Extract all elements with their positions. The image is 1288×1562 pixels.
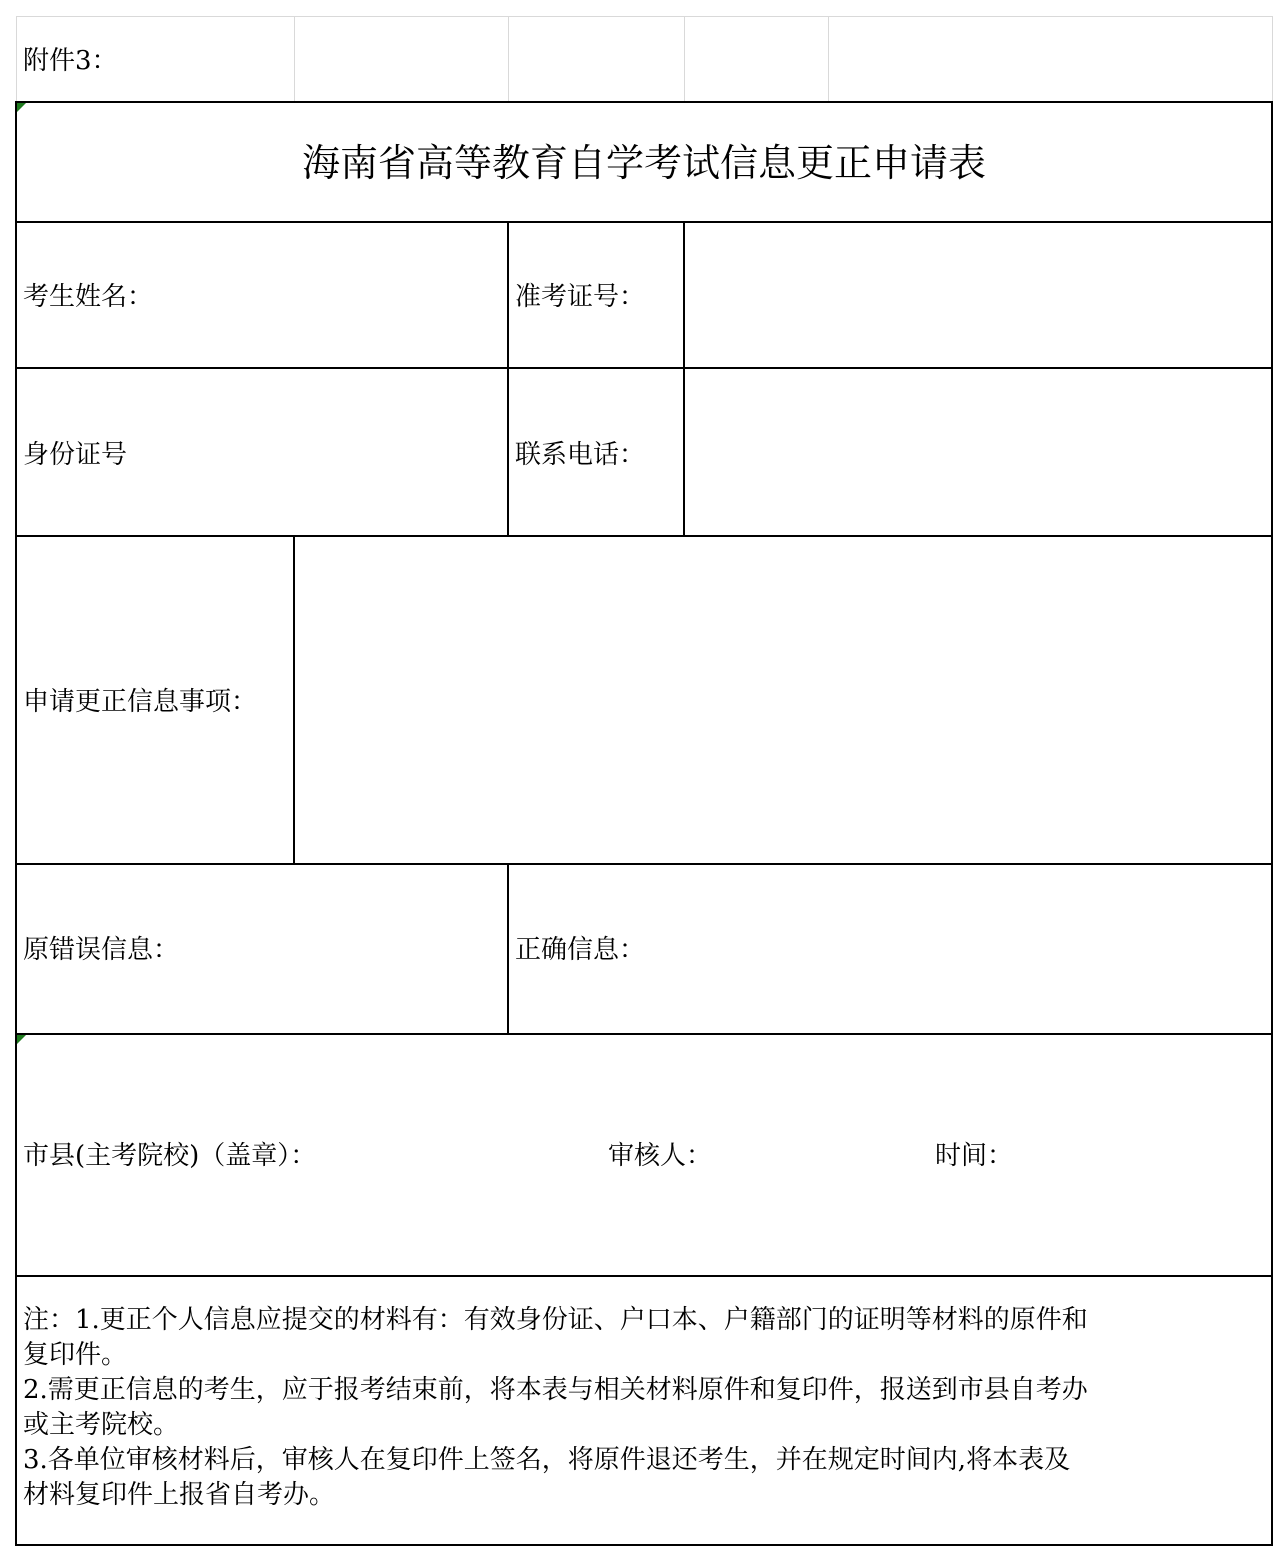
table-border [16,1275,1273,1277]
table-border [293,535,295,865]
original-info-label: 原错误信息： [23,935,180,965]
phone-label: 联系电话： [515,440,646,470]
form-title: 海南省高等教育自学考试信息更正申请表 [301,141,986,185]
comment-indicator-icon [17,103,26,112]
table-border [1271,101,1273,1546]
note-line: 复印件。 [23,1340,128,1370]
table-border [16,101,1273,103]
table-border [507,863,509,1035]
sheet-gridline [294,16,295,102]
note-line: 注：1.更正个人信息应提交的材料有：有效身份证、户口本、户籍部门的证明等材料的原件和 [23,1305,1088,1335]
sheet-gridline [16,16,1272,17]
note-line: 3.各单位审核材料后，审核人在复印件上签名，将原件退还考生，并在规定时间内,将本表及 [23,1445,1071,1475]
name-label: 考生姓名： [23,282,154,312]
sheet-gridline [684,16,685,102]
time-label: 时间： [935,1141,1014,1171]
sheet-gridline [16,16,17,102]
exam-id-label: 准考证号： [515,282,646,312]
table-border [16,1544,1273,1546]
note-line: 2.需更正信息的考生，应于报考结束前，将本表与相关材料原件和复印件，报送到市县自考办 [23,1375,1088,1405]
table-border [16,863,1273,865]
seal-label: 市县(主考院校)（盖章）： [23,1141,317,1171]
note-line: 或主考院校。 [23,1410,180,1440]
reviewer-label: 审核人： [608,1141,713,1171]
note-line: 材料复印件上报省自考办。 [23,1480,336,1510]
notes-section [23,1303,1263,1513]
attachment-label: 附件3： [23,46,118,76]
sheet-gridline [828,16,829,102]
table-border [507,221,509,537]
id-card-label: 身份证号 [23,440,128,470]
table-border [16,367,1273,369]
sheet-gridline [508,16,509,102]
comment-indicator-icon [17,1035,26,1044]
table-border [683,221,685,537]
table-border [16,221,1273,223]
correction-items-label: 申请更正信息事项： [23,687,258,717]
correct-info-label: 正确信息： [515,935,646,965]
table-border [16,1033,1273,1035]
sheet-gridline [1272,16,1273,102]
table-border [16,535,1273,537]
table-border [15,101,17,1546]
